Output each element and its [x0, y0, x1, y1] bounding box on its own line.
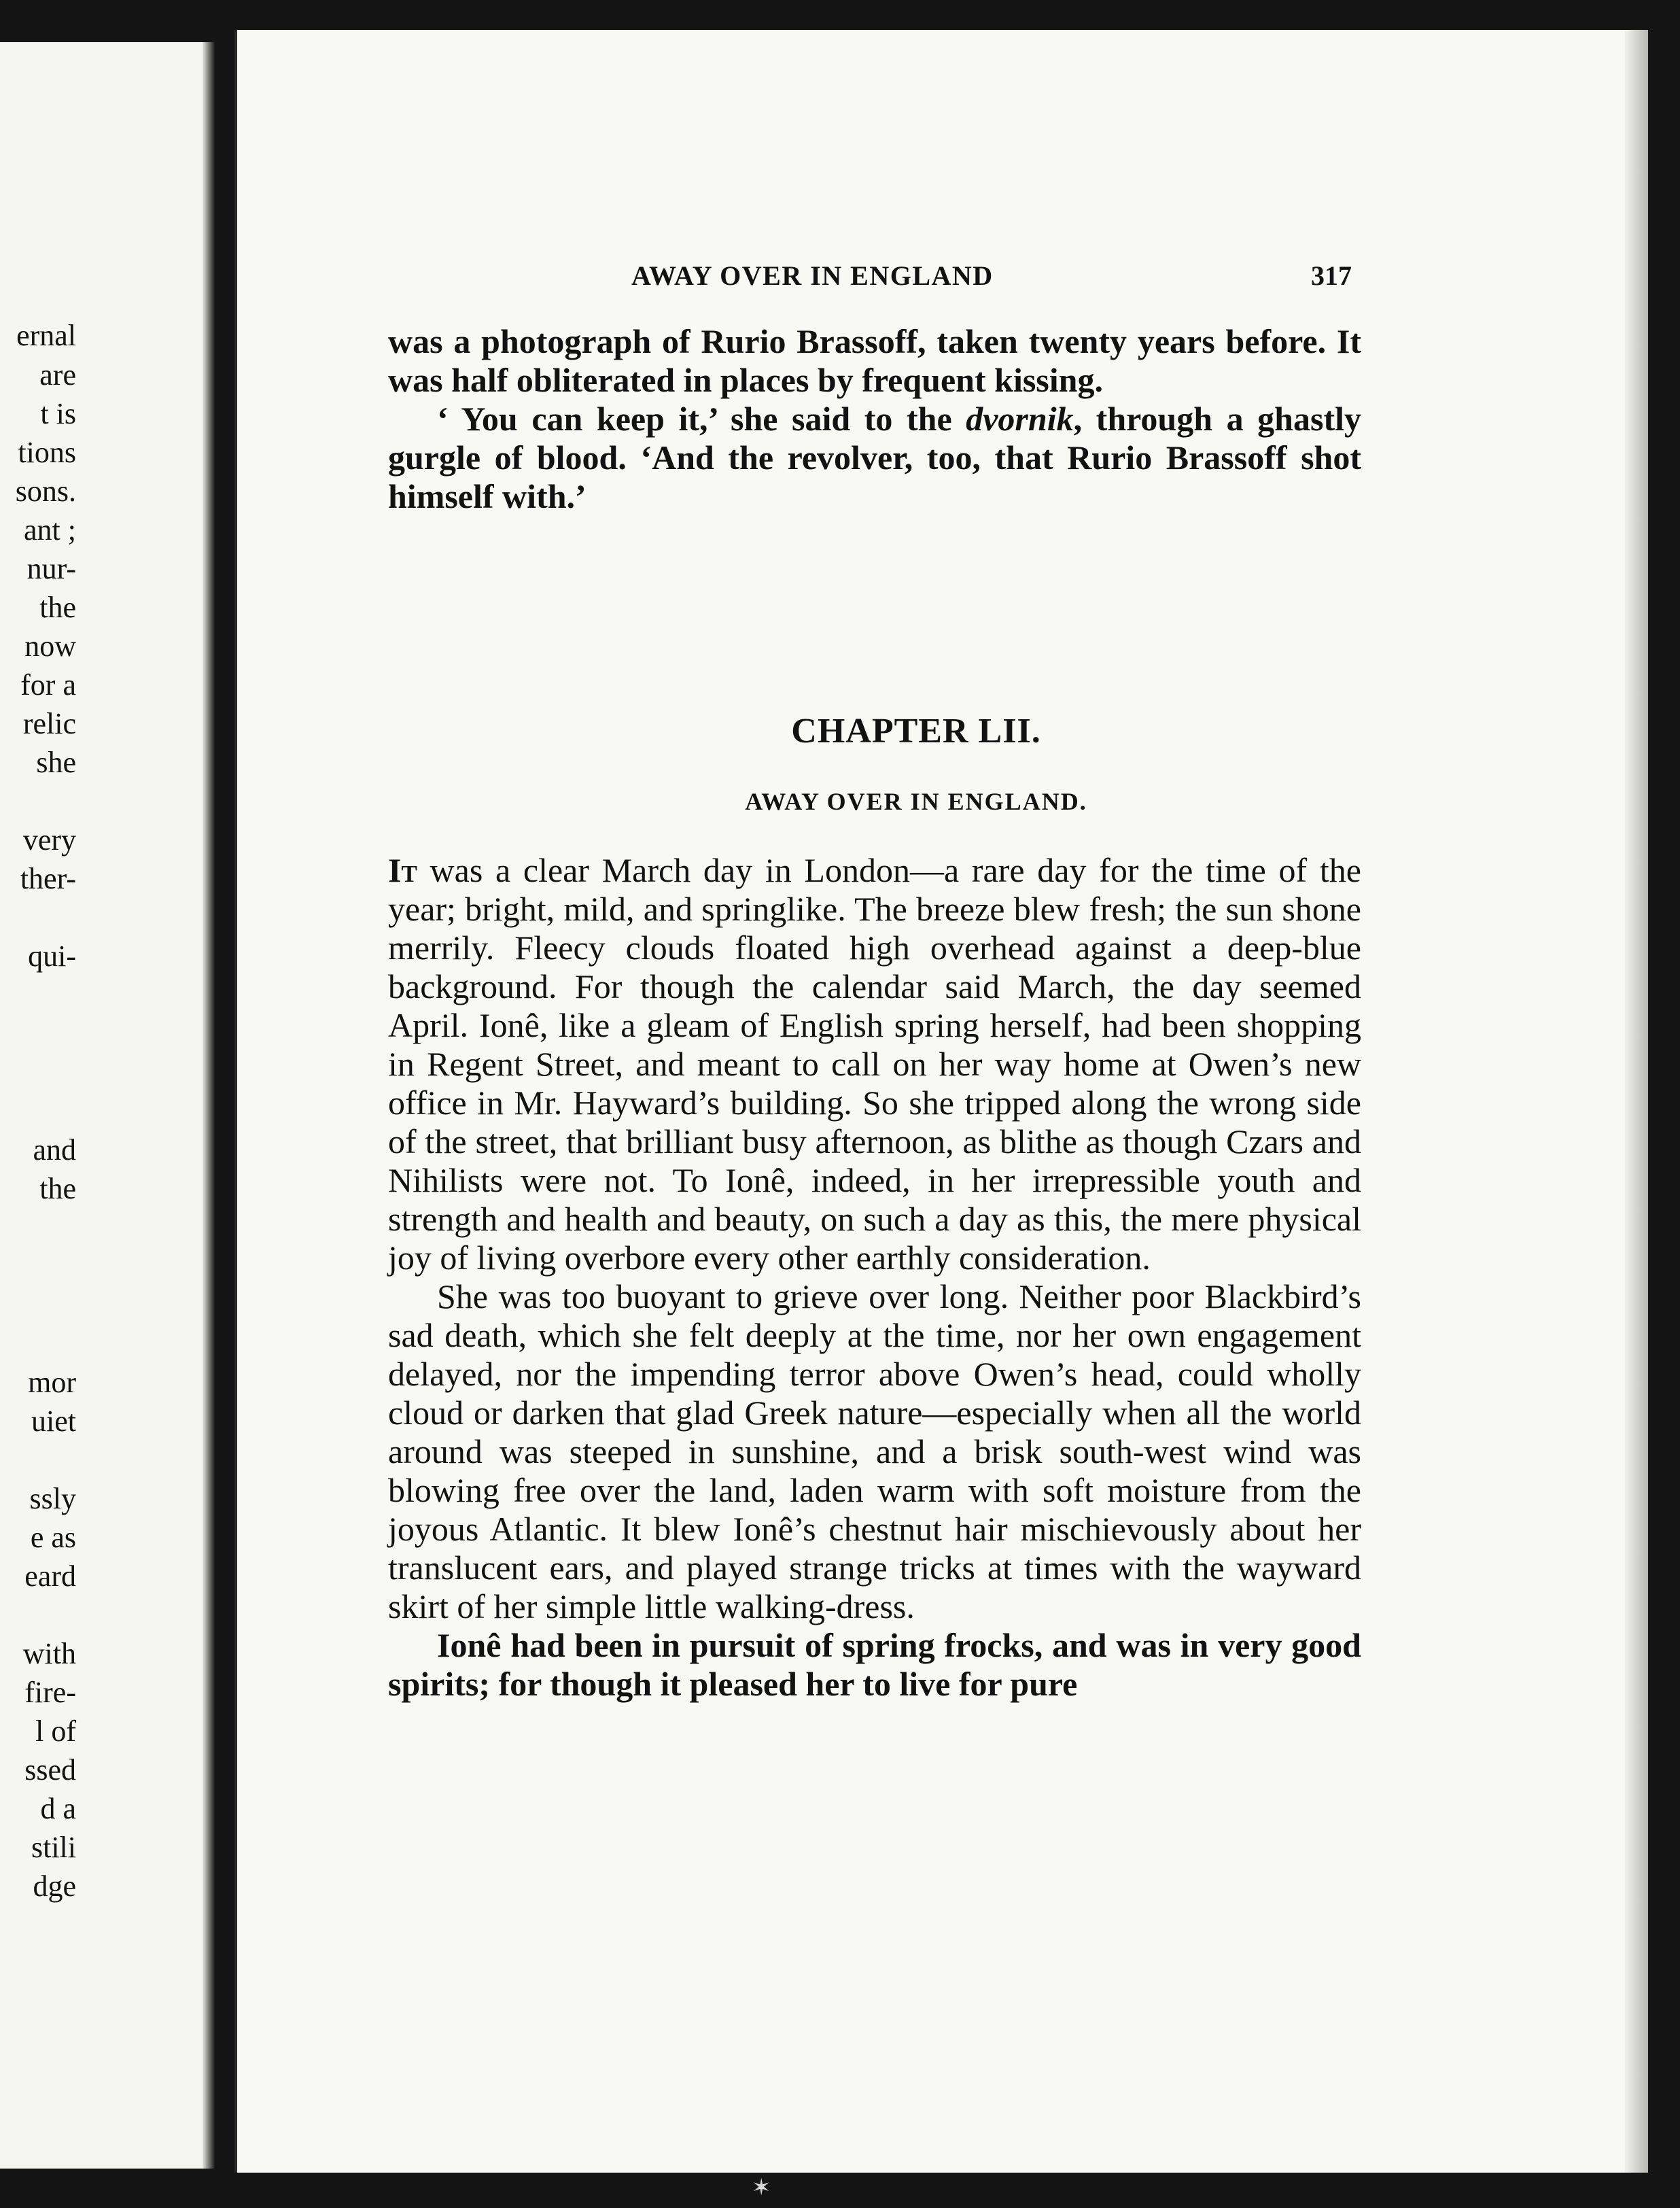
paragraph: Ionê had been in pursuit of spring frocks, and was in very good spirits; for though it pleased her to live for pure [388, 1626, 1361, 1703]
left-page-line: for a [20, 668, 76, 702]
page-edge-shadow [1625, 30, 1648, 2173]
left-page-line: qui- [28, 939, 76, 973]
chapter-body [388, 851, 1361, 1704]
left-page-line: ant ; [24, 513, 76, 547]
left-page-line: very [22, 823, 76, 857]
text-run: ‘ You can keep it,’ she said to the [437, 400, 966, 438]
left-page-line: ther- [20, 862, 76, 895]
running-head: AWAY OVER IN ENGLAND [631, 260, 994, 291]
left-page-fragment [0, 42, 215, 2169]
left-page-line: with [22, 1637, 76, 1670]
chapter-title: CHAPTER LII. [791, 712, 1041, 751]
left-page-line: dge [33, 1869, 76, 1903]
left-page-line: are [39, 358, 76, 392]
italic-word: dvornik [966, 400, 1074, 438]
left-page-line: ssly [29, 1482, 76, 1515]
continued-text [388, 322, 1361, 516]
paragraph: She was too buoyant to grieve over long. Neither poor Blackbird’s sad death, which she felt deeply at the time, nor her own engagement delayed, nor the impending terror above Owen’s head, could wholly cloud or darken that glad Greek nature—especially when all the world around was steeped in sunshine, and a brisk south-west wind was blowing free over the land, laden warm with soft moisture from the joyous Atlantic. It blew Ionê’s chestnut hair mischievously about her translucent ears, and played strange tricks at times with the wayward skirt of her simple little walking-dress. [388, 1277, 1361, 1625]
gutter-shadow [203, 42, 215, 2169]
left-page-line: ernal [16, 319, 76, 352]
left-page-line: relic [22, 707, 76, 740]
left-page-line: the [39, 1172, 76, 1205]
paragraph [388, 400, 1361, 516]
text-run: , through a ghastly gurgle of blood. ‘And the revolver, too, that Rurio Brassoff shot himself with.’ [388, 400, 1361, 515]
left-page-line: nur- [27, 552, 76, 585]
left-page-line: ssed [24, 1753, 76, 1787]
left-page-line: sons. [15, 475, 76, 508]
paragraph: was a photograph of Rurio Brassoff, taken twenty years before. It was half obliterated in places by frequent kissing. [388, 322, 1361, 399]
scan-speck: ✶ [752, 2175, 771, 2201]
paragraph [388, 851, 1361, 1277]
left-page-line: stili [31, 1831, 76, 1864]
left-page-line: now [24, 629, 76, 663]
page-header [237, 260, 1648, 300]
page-number: 317 [1311, 260, 1352, 291]
left-page-line: l of [35, 1714, 76, 1748]
left-page-line: eard [24, 1559, 76, 1593]
text-run: was a clear March day in London—a rare day for the time of the year; bright, mild, and springlike. The breeze blew fresh; the sun shone merrily. Fleecy clouds floated high overhead against a deep-blue background. For though the calendar said March, the day seemed April. Ionê, like a gleam of English spring herself, had been shopping in Regent Street, and meant to call on her way home at Owen’s new office in Mr. Hayward’s building. So she tripped along the wrong side of the street, that brilliant busy afternoon, as blithe as though Czars and Nihilists were not. To Ionê, indeed, in her irrepressible youth and strength and health and beauty, on such a day as this, the mere physical joy of living overbore every other earthly consideration. [388, 851, 1361, 1277]
left-page-line: she [36, 746, 76, 779]
left-page-line: d a [40, 1792, 76, 1825]
left-page-line: mor [28, 1366, 76, 1399]
left-page-line: t is [40, 397, 76, 430]
left-page-line: fire- [24, 1676, 76, 1709]
right-page [234, 30, 1648, 2173]
left-page-line: the [39, 591, 76, 624]
left-page-line: e as [30, 1521, 76, 1554]
left-page-line: tions [18, 436, 76, 469]
left-page-line: and [33, 1133, 76, 1167]
drop-word: It [388, 851, 417, 889]
left-page-line: uiet [31, 1404, 76, 1438]
chapter-subtitle: AWAY OVER IN ENGLAND. [745, 788, 1087, 815]
